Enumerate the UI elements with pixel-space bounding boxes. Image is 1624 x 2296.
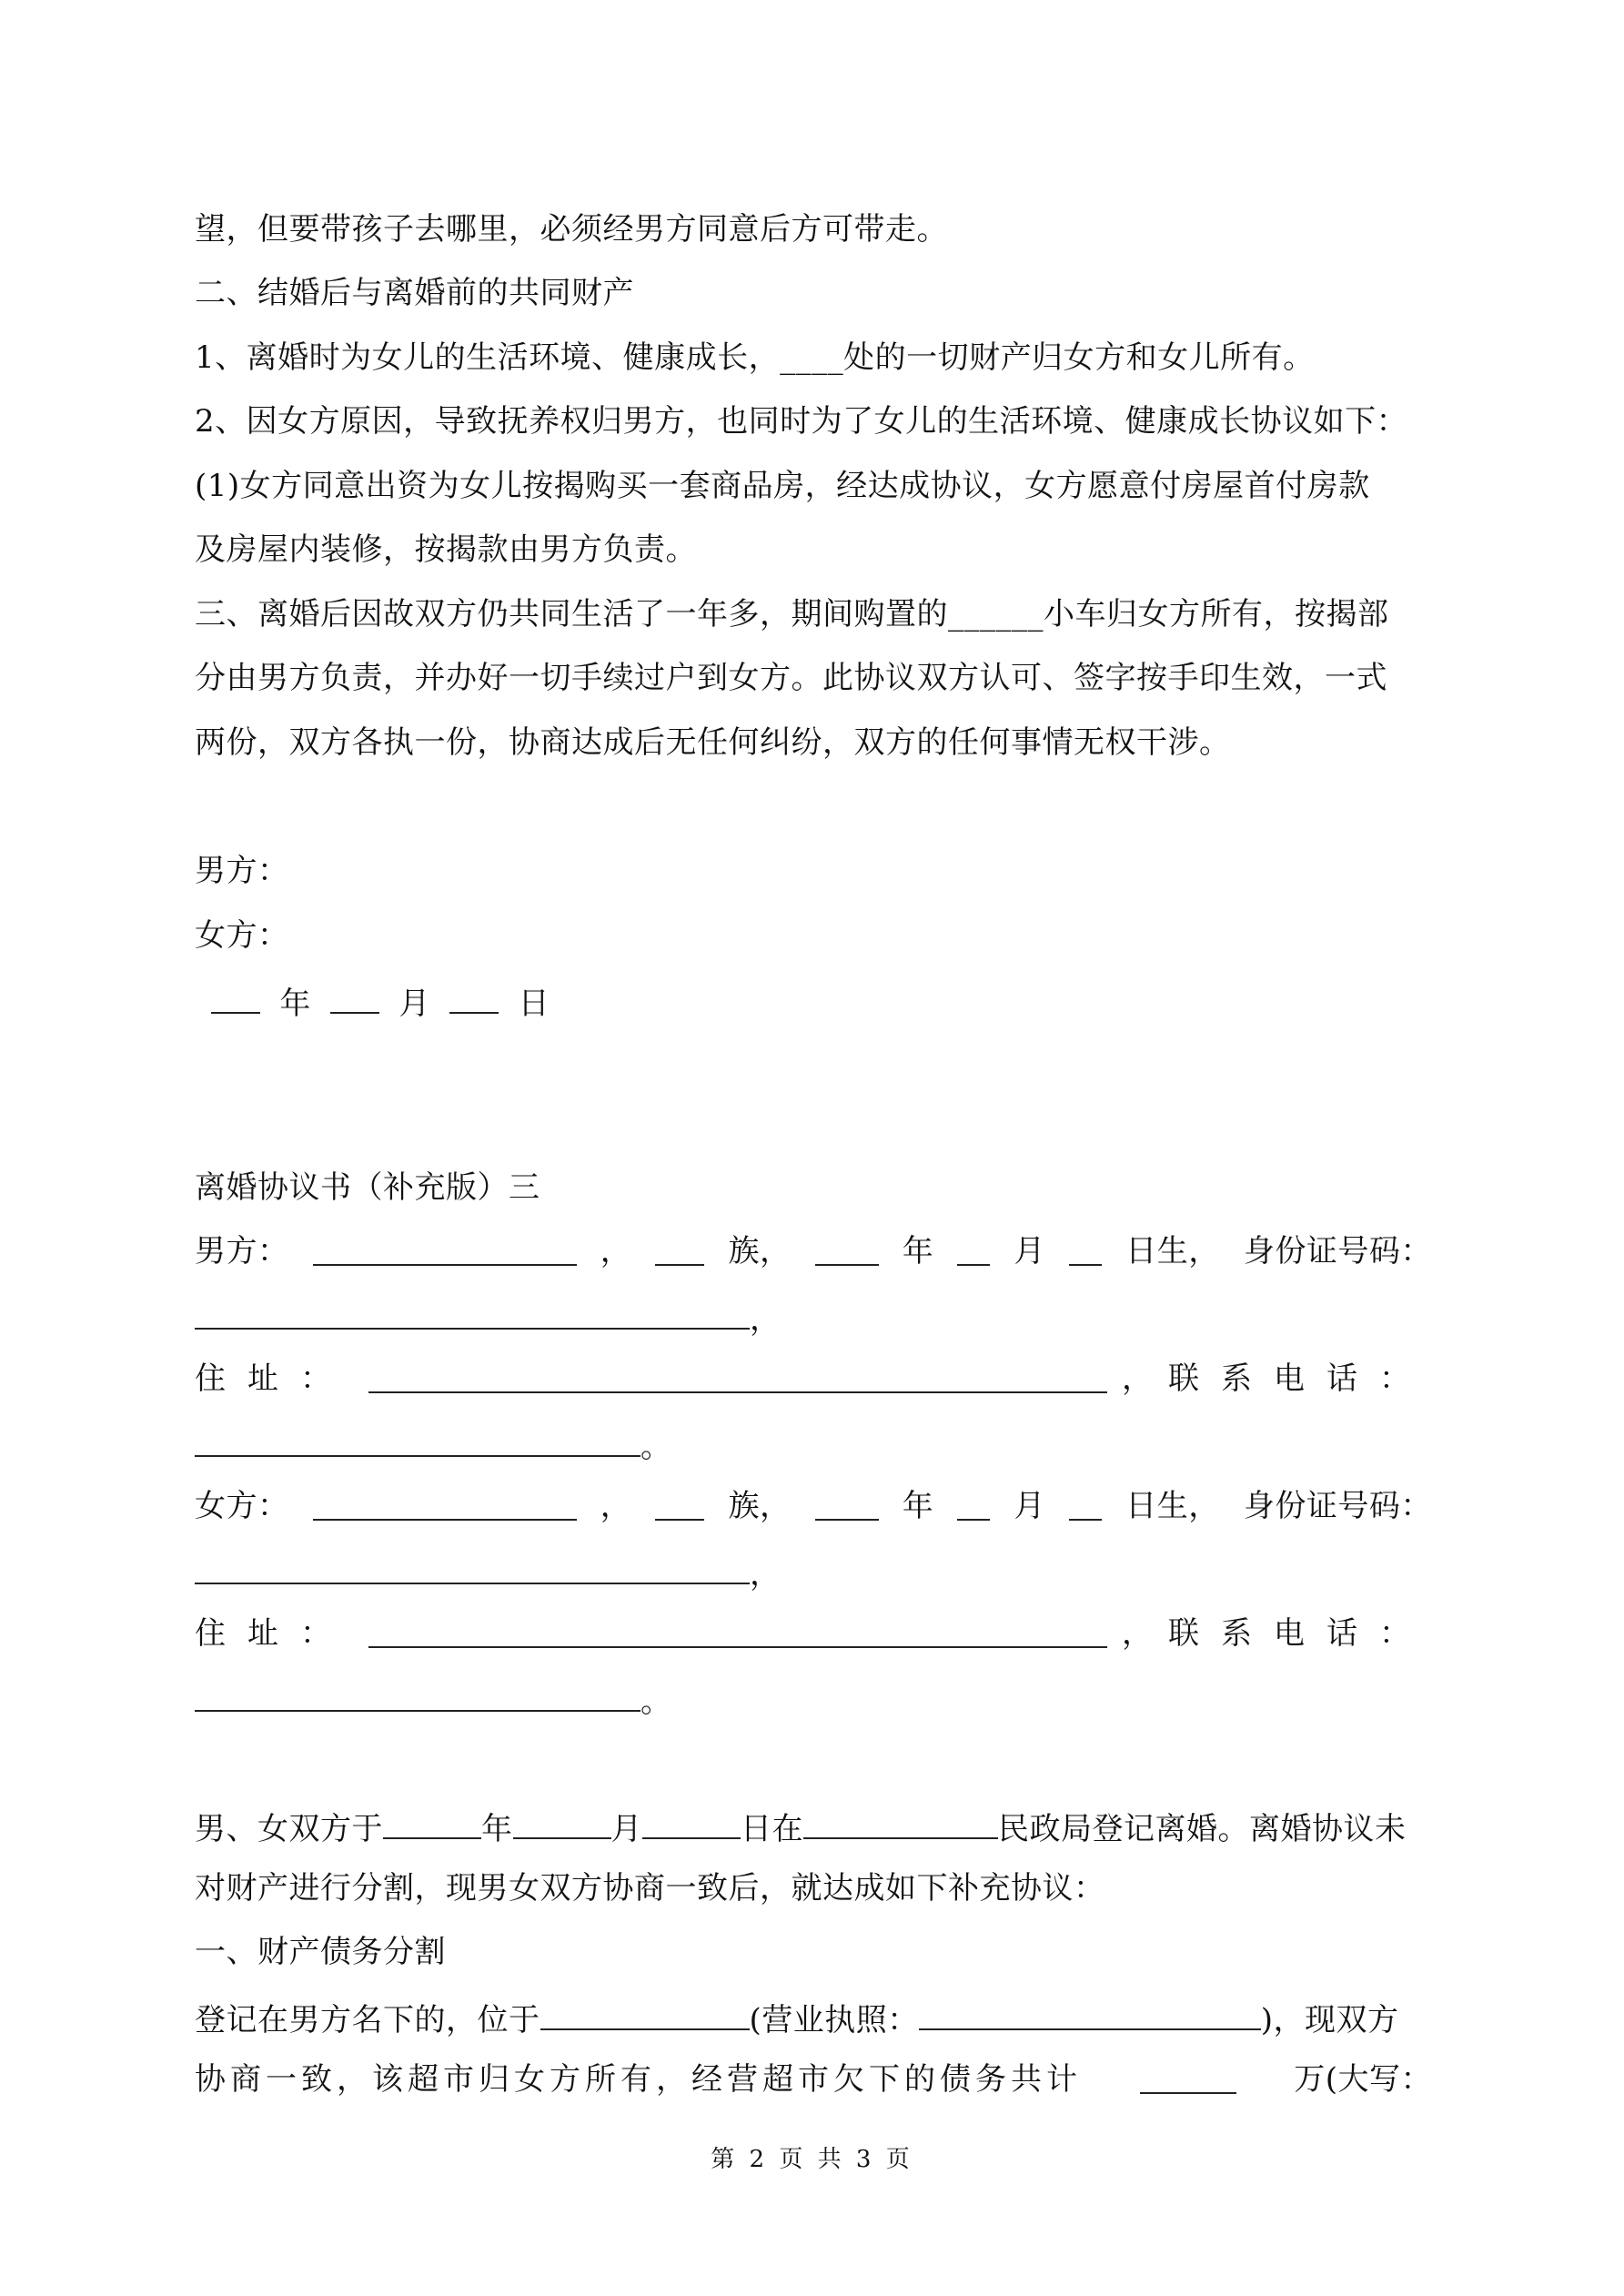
- business-license-blank[interactable]: [919, 1998, 1261, 2030]
- day-born-label: 日生，: [1125, 1488, 1220, 1524]
- phone-label: 联系电话：: [1168, 1615, 1432, 1652]
- female-signature-label: 女方：: [195, 917, 289, 954]
- male-ethnicity-blank[interactable]: [655, 1233, 704, 1266]
- address-label: 住址：: [195, 1615, 353, 1652]
- id-number-label: 身份证号码：: [1243, 1233, 1432, 1269]
- id-number-label: 身份证号码：: [1243, 1488, 1432, 1524]
- divorce-day-blank[interactable]: [642, 1806, 741, 1839]
- male-id-row: [195, 1297, 1432, 1338]
- property-row: [195, 1998, 1432, 2038]
- debt-row: [195, 2061, 1432, 2098]
- date-month-label: 月: [398, 986, 430, 1022]
- male-id-blank[interactable]: [195, 1297, 750, 1330]
- female-birth-year-blank[interactable]: [815, 1488, 879, 1521]
- period: 。: [641, 1684, 672, 1720]
- female-address-blank[interactable]: [368, 1615, 1107, 1648]
- paragraph-line: 三、离婚后因故双方仍共同生活了一年多，期间购置的______小车归女方所有，按揭部: [195, 596, 1389, 632]
- paragraph-line: 分由男方负责，并办好一切手续过户到女方。此协议双方认可、签字按手印生效，一式: [195, 660, 1387, 696]
- ethnicity-label: 族，: [728, 1488, 792, 1524]
- section-heading: 一、财产债务分割: [195, 1934, 446, 1970]
- registration-row: [195, 1806, 1432, 1847]
- divorce-month-blank[interactable]: [513, 1806, 611, 1839]
- female-phone-blank[interactable]: [195, 1679, 641, 1712]
- civil-affairs-bureau-blank[interactable]: [803, 1806, 998, 1839]
- divorce-year-blank[interactable]: [383, 1806, 481, 1839]
- blank-year[interactable]: [211, 981, 260, 1014]
- text: 年: [481, 1811, 513, 1847]
- text: 月: [610, 1811, 642, 1847]
- date-year-label: 年: [279, 986, 311, 1022]
- page-number-footer: 第 2 页 共 3 页: [711, 2146, 913, 2173]
- date-day-label: 日: [518, 986, 550, 1022]
- paragraph-line: (1)女方同意出资为女儿按揭购买一套商品房，经达成协议，女方愿意付房屋首付房款: [195, 468, 1370, 504]
- month-label: 月: [1014, 1233, 1045, 1269]
- female-phone-row: [195, 1679, 1432, 1720]
- text: 万(大写：: [1294, 2061, 1432, 2098]
- text: 民政局登记离婚。离婚协议未: [998, 1811, 1407, 1847]
- blank-month[interactable]: [330, 981, 379, 1014]
- signature-date: [211, 981, 1448, 1022]
- blank-day[interactable]: [449, 981, 499, 1014]
- male-info-row: 男方： ， 族， 年 月 日生， 身份证号码：: [195, 1233, 1432, 1269]
- male-address-row: 住址： ， 联系电话：: [195, 1360, 1432, 1397]
- male-birth-month-blank[interactable]: [957, 1233, 990, 1266]
- day-born-label: 日生，: [1125, 1233, 1220, 1269]
- paragraph-line: 两份，双方各执一份，协商达成后无任何纠纷，双方的任何事情无权干涉。: [195, 724, 1231, 761]
- female-name-blank[interactable]: [313, 1488, 577, 1521]
- comma: ，: [750, 1301, 782, 1338]
- female-id-blank[interactable]: [195, 1552, 750, 1584]
- comma: ，: [750, 1556, 782, 1593]
- period: 。: [641, 1429, 672, 1465]
- male-address-blank[interactable]: [368, 1360, 1107, 1393]
- male-phone-blank[interactable]: [195, 1424, 641, 1457]
- paragraph-line: 2、因女方原因，导致抚养权归男方，也同时为了女儿的生活环境、健康成长协议如下：: [195, 403, 1408, 440]
- text: (营业执照：: [749, 2002, 919, 2038]
- paragraph-line: 望，但要带孩子去哪里，必须经男方同意后方可带走。: [195, 211, 948, 248]
- section-heading: 二、结婚后与离婚前的共同财产: [195, 275, 634, 311]
- female-address-row: 住址： ， 联系电话：: [195, 1615, 1432, 1652]
- text: )，现双方: [1260, 2002, 1399, 2038]
- month-label: 月: [1014, 1488, 1045, 1524]
- document-title: 离婚协议书（补充版）三: [195, 1169, 540, 1206]
- paragraph-line: 及房屋内装修，按揭款由男方负责。: [195, 531, 697, 568]
- year-label: 年: [902, 1233, 934, 1269]
- male-name-blank[interactable]: [313, 1233, 577, 1266]
- text: 协商一致，该超市归女方所有，经营超市欠下的债务共计: [195, 2061, 1082, 2098]
- text: 日在: [741, 1811, 803, 1847]
- male-birth-year-blank[interactable]: [815, 1233, 879, 1266]
- ethnicity-label: 族，: [728, 1233, 792, 1269]
- male-phone-row: [195, 1424, 1432, 1465]
- debt-amount-blank[interactable]: [1140, 2061, 1236, 2094]
- text: 男、女双方于: [195, 1811, 383, 1847]
- male-signature-label: 男方：: [195, 853, 289, 889]
- address-label: 住址：: [195, 1360, 353, 1397]
- female-id-row: [195, 1552, 1432, 1593]
- female-birth-month-blank[interactable]: [957, 1488, 990, 1521]
- text: 登记在男方名下的，位于: [195, 2002, 540, 2038]
- paragraph-line: 1、离婚时为女儿的生活环境、健康成长，____处的一切财产归女方和女儿所有。: [195, 339, 1315, 376]
- male-label: 男方：: [195, 1233, 289, 1269]
- male-birth-day-blank[interactable]: [1069, 1233, 1102, 1266]
- year-label: 年: [902, 1488, 934, 1524]
- female-birth-day-blank[interactable]: [1069, 1488, 1102, 1521]
- phone-label: 联系电话：: [1168, 1360, 1432, 1397]
- paragraph-line: 对财产进行分割，现男女双方协商一致后，就达成如下补充协议：: [195, 1870, 1105, 1907]
- female-label: 女方：: [195, 1488, 289, 1524]
- female-info-row: 女方： ， 族， 年 月 日生， 身份证号码：: [195, 1488, 1432, 1524]
- female-ethnicity-blank[interactable]: [655, 1488, 704, 1521]
- location-blank[interactable]: [540, 1998, 750, 2030]
